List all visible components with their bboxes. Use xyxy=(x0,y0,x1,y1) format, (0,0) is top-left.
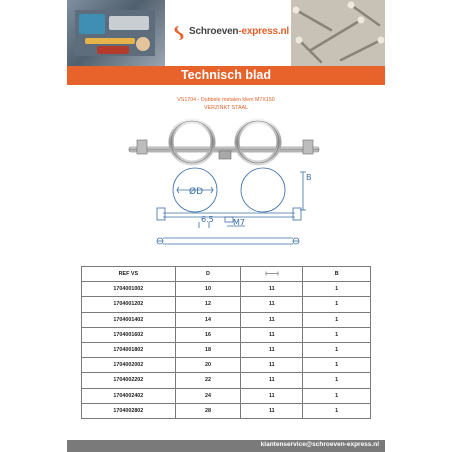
cell-ref: 1704001602 xyxy=(82,327,176,342)
cell-ref: 1704001002 xyxy=(82,282,176,297)
cell-pitch: 11 xyxy=(241,388,303,403)
cell-b: 1 xyxy=(303,403,371,418)
table-row xyxy=(82,297,371,312)
logo-suffix: -express.nl xyxy=(238,26,289,37)
table-row xyxy=(82,388,371,403)
diameter-label: ØD xyxy=(189,187,204,197)
cell-b: 1 xyxy=(303,342,371,357)
title-bar xyxy=(67,66,385,85)
table-row xyxy=(82,327,371,342)
cell-b: 1 xyxy=(303,358,371,373)
screws-illustration xyxy=(291,0,385,66)
header-d: D xyxy=(175,267,241,282)
table-header-row xyxy=(82,267,371,282)
table-row xyxy=(82,373,371,388)
pitch-width-icon xyxy=(265,271,279,276)
cell-ref: 1704001802 xyxy=(82,342,176,357)
cell-d: 18 xyxy=(175,342,241,357)
cell-ref: 1704002802 xyxy=(82,403,176,418)
header-pitch xyxy=(241,267,303,282)
cell-b: 1 xyxy=(303,327,371,342)
screw-logo-icon xyxy=(171,25,187,41)
cell-d: 24 xyxy=(175,388,241,403)
cell-pitch: 11 xyxy=(241,282,303,297)
tools-illustration xyxy=(75,10,155,56)
table-row xyxy=(82,342,371,357)
cell-pitch: 11 xyxy=(241,403,303,418)
cell-pitch: 11 xyxy=(241,358,303,373)
cell-ref: 1704001402 xyxy=(82,312,176,327)
cell-d: 28 xyxy=(175,403,241,418)
technical-drawing xyxy=(67,166,385,262)
product-name: VS1704 - Dubbele metalen klem M7X150 xyxy=(177,97,275,103)
cell-d: 10 xyxy=(175,282,241,297)
offset-label: 6.5 xyxy=(201,215,214,224)
cell-pitch: 11 xyxy=(241,342,303,357)
cell-b: 1 xyxy=(303,388,371,403)
screws-photo xyxy=(291,0,385,66)
header-banner xyxy=(67,0,385,66)
logo-brand: Schroeven xyxy=(189,26,239,37)
cell-d: 22 xyxy=(175,373,241,388)
cell-d: 12 xyxy=(175,297,241,312)
tools-photo xyxy=(67,0,165,66)
thread-label: M7 xyxy=(233,218,245,227)
table-row xyxy=(82,282,371,297)
product-photo xyxy=(67,118,385,168)
datasheet-page xyxy=(67,0,385,452)
page-title: Technisch blad xyxy=(180,68,272,82)
cell-b: 1 xyxy=(303,312,371,327)
table-row xyxy=(82,312,371,327)
header-b: B xyxy=(303,267,371,282)
height-label: B xyxy=(306,173,312,182)
cell-ref: 1704002002 xyxy=(82,358,176,373)
cell-pitch: 11 xyxy=(241,297,303,312)
header-ref: REF VS xyxy=(82,267,176,282)
logo-text xyxy=(189,26,289,37)
cell-d: 14 xyxy=(175,312,241,327)
cell-pitch: 11 xyxy=(241,327,303,342)
cell-b: 1 xyxy=(303,297,371,312)
contact-email: klantenservice@schroeven-express.nl xyxy=(260,441,379,448)
cell-pitch: 11 xyxy=(241,373,303,388)
cell-ref: 1704001202 xyxy=(82,297,176,312)
cell-b: 1 xyxy=(303,373,371,388)
spec-table xyxy=(81,266,371,419)
product-material: VERZINKT STAAL xyxy=(204,105,248,111)
cell-pitch: 11 xyxy=(241,312,303,327)
footer-bar xyxy=(67,440,385,452)
cell-b: 1 xyxy=(303,282,371,297)
table-row xyxy=(82,403,371,418)
cell-ref: 1704002202 xyxy=(82,373,176,388)
cell-ref: 1704002402 xyxy=(82,388,176,403)
cell-d: 16 xyxy=(175,327,241,342)
table-row xyxy=(82,358,371,373)
logo xyxy=(165,0,291,66)
cell-d: 20 xyxy=(175,358,241,373)
